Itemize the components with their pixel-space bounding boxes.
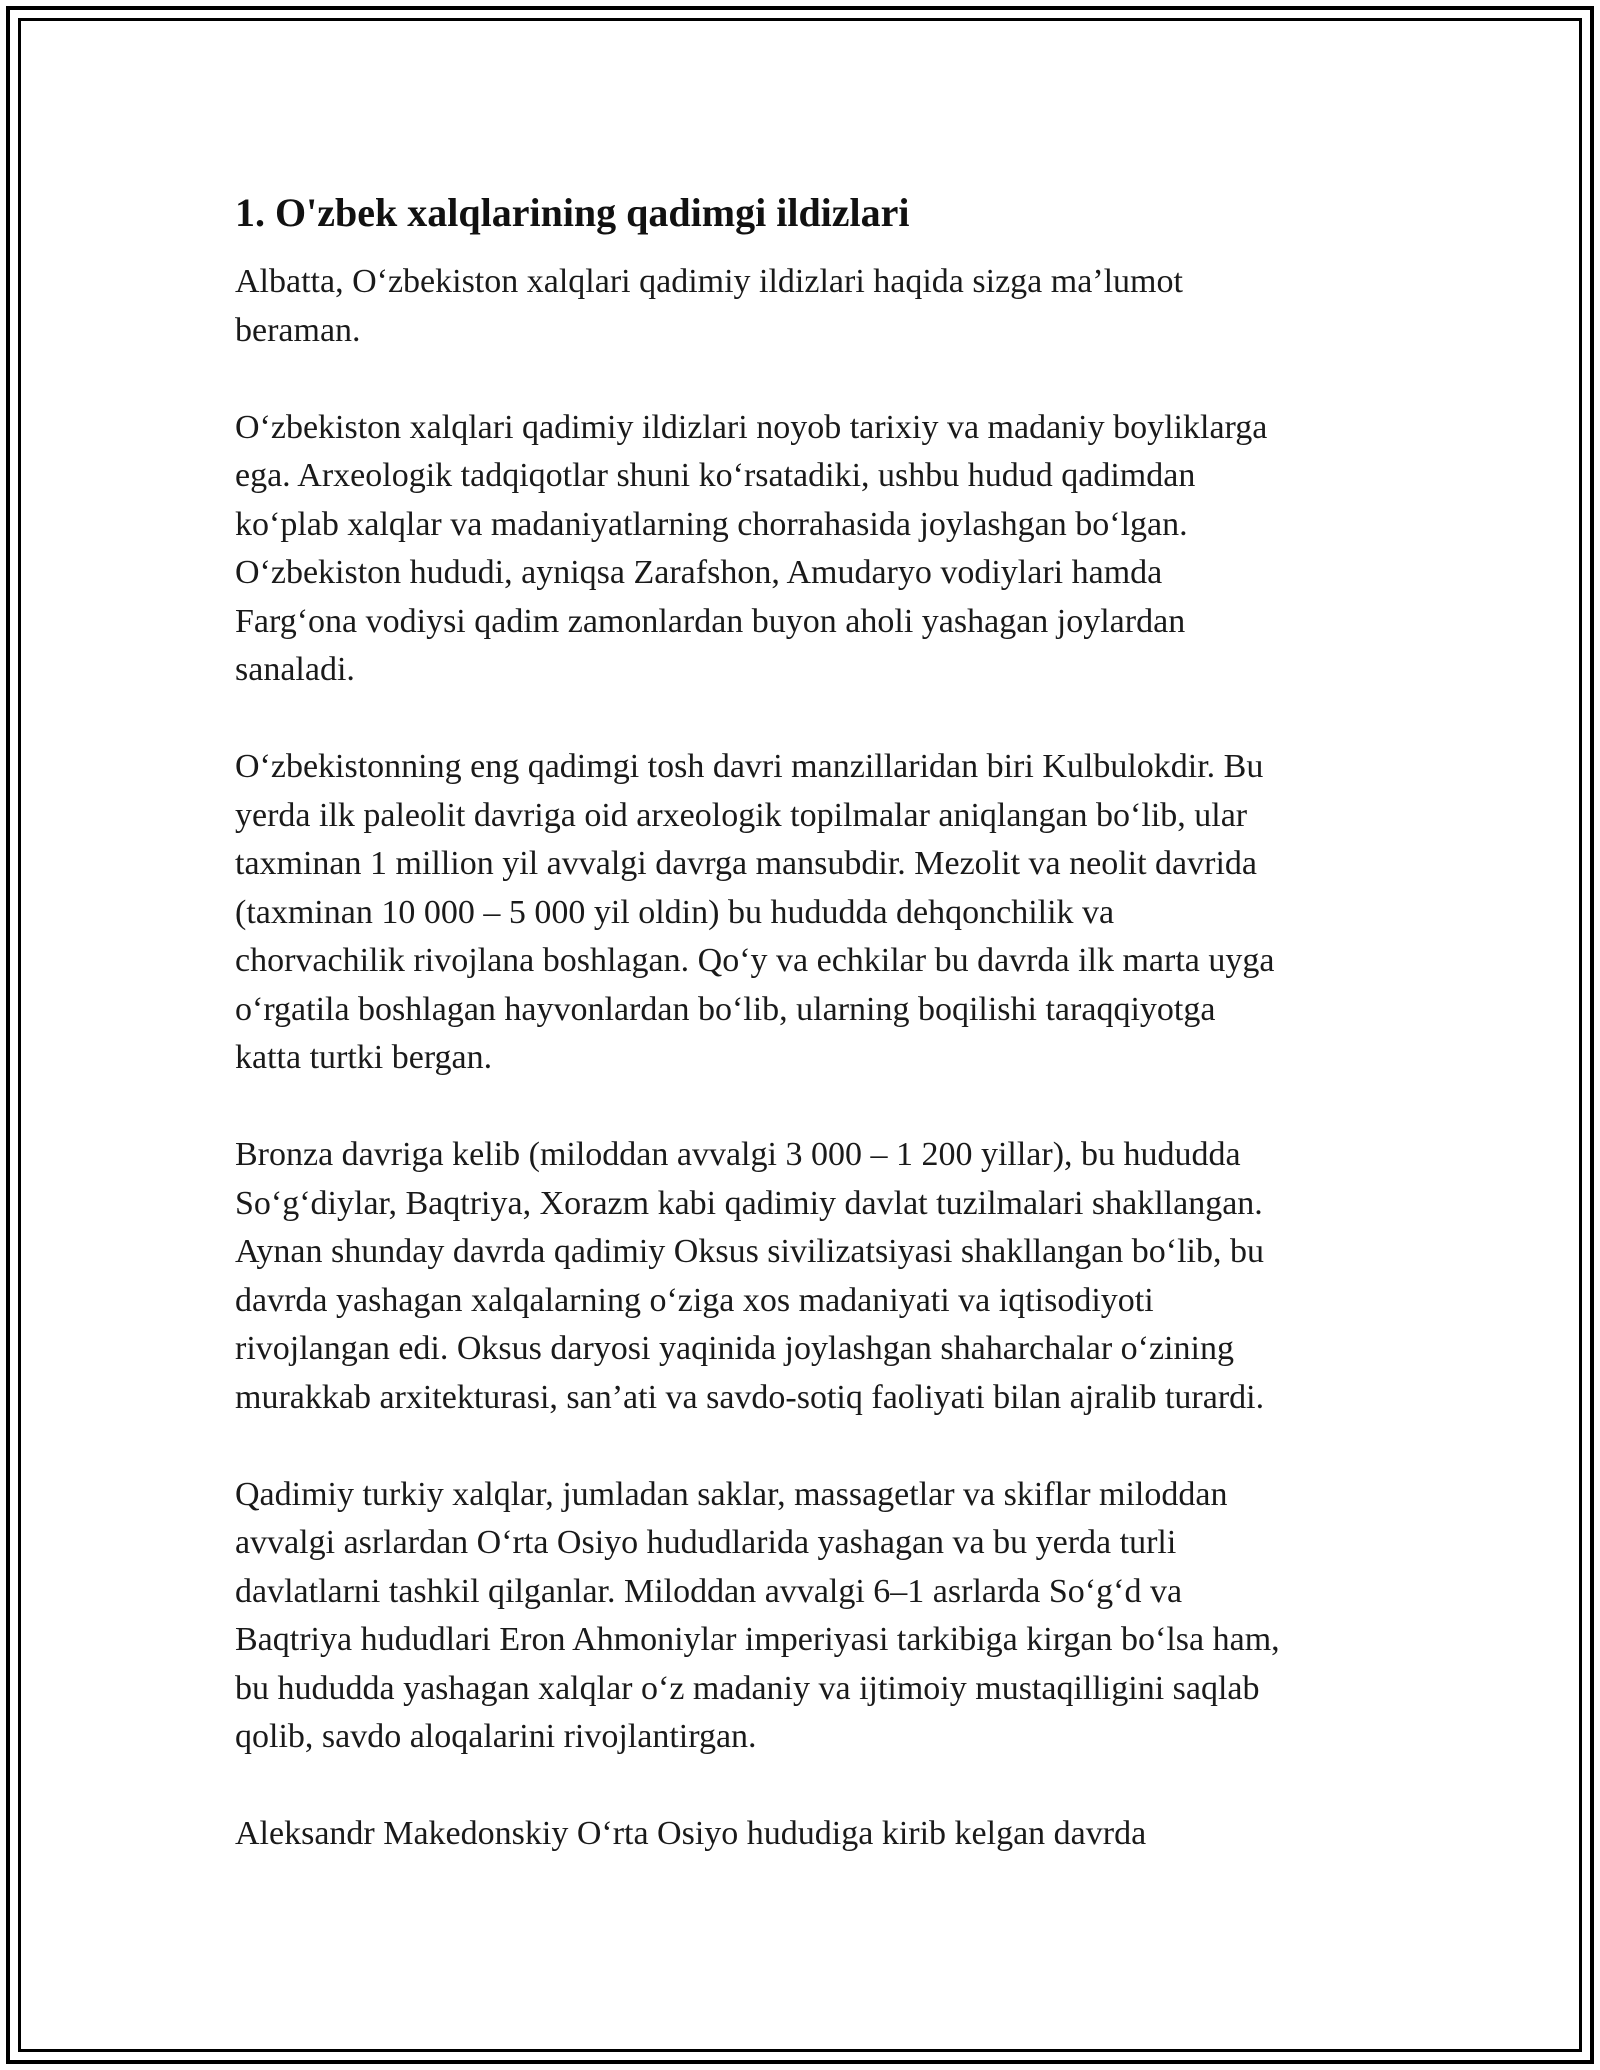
text-line: Farg‘ona vodiysi qadim zamonlardan buyon aholi yashagan joylardan [235, 602, 1186, 640]
text-line: Bronza davriga kelib (miloddan avvalgi 3 000 – 1 200 yillar), bu hududda [235, 1136, 1241, 1173]
text-line: So‘g‘diylar, Baqtriya, Xorazm kabi qadimiy davlat tuzilmalari shakllangan. [235, 1184, 1263, 1222]
text-line: davlatlarni tashkil qilganlar. Miloddan avvalgi 6–1 asrlarda So‘g‘d va [235, 1572, 1183, 1610]
text-line: o‘rgatila boshlagan hayvonlardan bo‘lib, ularning boqilishi taraqqiyotga [235, 990, 1216, 1028]
paragraph-ancient-roots [235, 404, 1375, 695]
text-line: (taxminan 10 000 – 5 000 yil oldin) bu hududda dehqonchilik va [235, 893, 1115, 931]
text-line: O‘zbekistonning eng qadimgi tosh davri manzillaridan biri Kulbulokdir. Bu [235, 748, 1264, 785]
text-line: ko‘plab xalqlar va madaniyatlarning chorrahasida joylashgan bo‘lgan. [235, 505, 1188, 543]
text-line: Aleksandr Makedonskiy O‘rta Osiyo hududiga kirib kelgan davrda [235, 1815, 1147, 1852]
text-line: katta turtki bergan. [235, 1039, 493, 1076]
text-line: O‘zbekiston hududi, ayniqsa Zarafshon, Amudaryo vodiylari hamda [235, 554, 1163, 591]
text-line: sanaladi. [235, 651, 355, 688]
paragraph-bronze-age [235, 1131, 1375, 1422]
text-line: Baqtriya hududlari Eron Ahmoniylar imperiyasi tarkibiga kirgan bo‘lsa ham, [235, 1621, 1280, 1658]
paragraph-turkic-peoples [235, 1471, 1375, 1762]
text-line: rivojlangan edi. Oksus daryosi yaqinida joylashgan shaharchalar o‘zining [235, 1330, 1234, 1367]
document-body [235, 185, 1375, 1907]
text-line: bu hududda yashagan xalqlar o‘z madaniy va ijtimoiy mustaqilligini saqlab [235, 1669, 1260, 1707]
text-line: ega. Arxeologik tadqiqotlar shuni ko‘rsatadiki, ushbu hudud qadimdan [235, 457, 1196, 494]
text-line: O‘zbekiston xalqlari qadimiy ildizlari noyob tarixiy va madaniy boyliklarga [235, 408, 1268, 446]
text-line: Qadimiy turkiy xalqlar, jumladan saklar, massagetlar va skiflar miloddan [235, 1475, 1228, 1513]
text-line: beraman. [235, 311, 361, 349]
text-line: murakkab arxitekturasi, san’ati va savdo-sotiq faoliyati bilan ajralib turardi. [235, 1378, 1265, 1416]
text-line: qolib, savdo aloqalarini rivojlantirgan. [235, 1718, 757, 1755]
paragraph-stone-age [235, 743, 1375, 1083]
paragraph-intro [235, 258, 1375, 355]
text-line: taxminan 1 million yil avvalgi davrga mansubdir. Mezolit va neolit davrida [235, 845, 1257, 882]
text-line: chorvachilik rivojlana boshlagan. Qo‘y va echkilar bu davrda ilk marta uyga [235, 942, 1275, 979]
text-line: avvalgi asrlardan O‘rta Osiyo hududlarida yashagan va bu yerda turli [235, 1524, 1177, 1561]
text-line: yerda ilk paleolit davriga oid arxeologik topilmalar aniqlangan bo‘lib, ular [235, 796, 1248, 834]
text-line: Aynan shunday davrda qadimiy Oksus sivilizatsiyasi shakllangan bo‘lib, bu [235, 1233, 1264, 1270]
document-title: 1. O'zbek xalqlarining qadimgi ildizlari [235, 190, 910, 235]
paragraph-alexander [235, 1810, 1375, 1859]
text-line: Albatta, O‘zbekiston xalqlari qadimiy ildizlari haqida sizga ma’lumot [235, 263, 1183, 300]
text-line: davrda yashagan xalqalarning o‘ziga xos madaniyati va iqtisodiyoti [235, 1281, 1154, 1319]
